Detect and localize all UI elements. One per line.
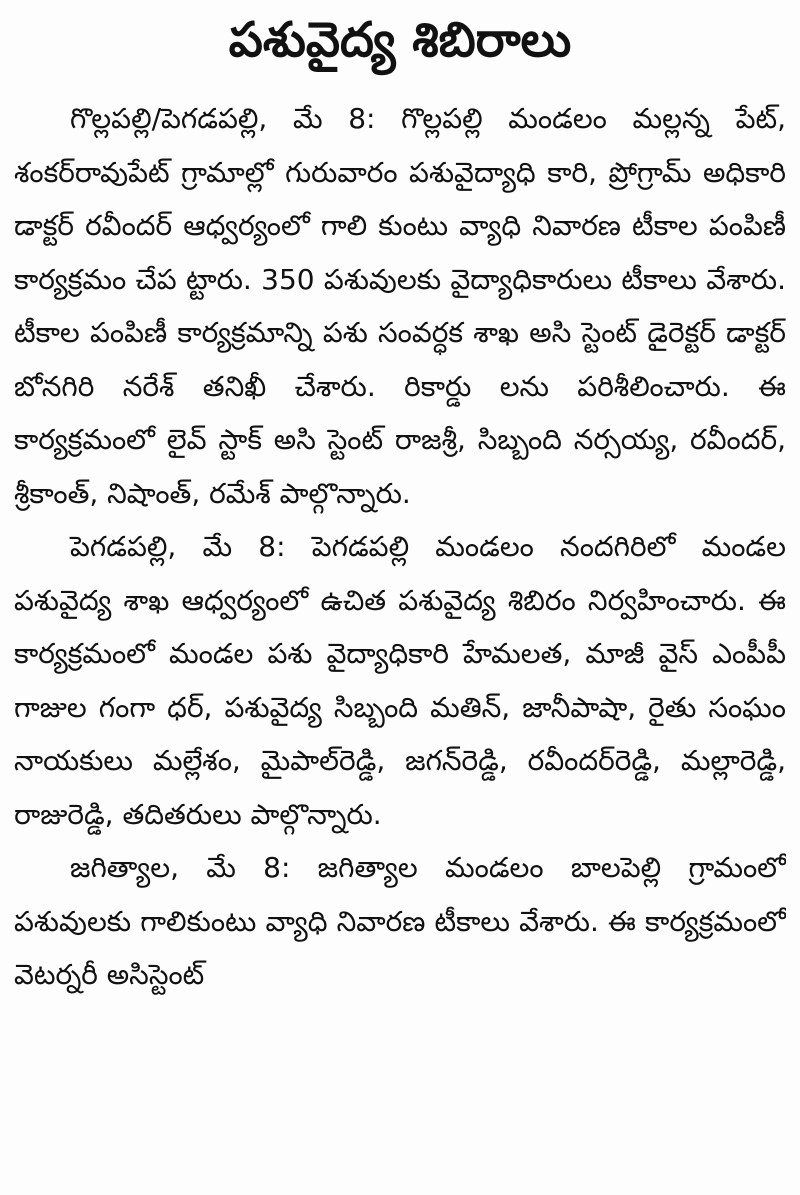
article-headline: పశువైద్య శిబిరాలు <box>228 12 572 68</box>
article-paragraph-jagityal: జగిత్యాల, మే 8: జగిత్యాల మండలం బాలపెల్లి గ్రామంలో పశువులకు గాలికుంటు వ్యాధి నివారణ టీకాలు వేశారు. ఈ కార్యక్రమంలో వెటర్నరీ అసిస్టెంట్ <box>14 851 786 991</box>
article-paragraph-gollapalli: గొల్లపల్లి/పెగడపల్లి, మే 8: గొల్లపల్లి మండలం మల్లన్న పేట్, శంకర్‌రావుపేట్ గ్రామాల్లో గురువారం పశువైద్యాధి కారి, ప్రోగ్రామ్ అధికారి డాక్టర్ రవీందర్ ఆధ్వర్యంలో గాలి కుంటు వ్యాధి నివారణ టీకాల పంపిణీ కార్యక్రమం చేప ట్టారు. 350 పశువులకు వైద్యాధికారులు టీకాలు వేశారు. టీకాల పంపిణీ కార్యక్రమాన్ని పశు సంవర్ధక శాఖ అసి స్టెంట్ డైరెక్టర్ డాక్టర్ బోనగిరి నరేశ్ తనిఖీ చేశారు. రికార్డు లను పరిశీలించారు. ఈ కార్యక్రమంలో లైవ్ స్టాక్ అసి స్టెంట్ రాజశ్రీ, సిబ్బంది నర్సయ్య, రవీందర్, శ్రీకాంత్, నిషాంత్, రమేశ్ పాల్గొన్నారు. <box>14 102 786 510</box>
article-body <box>14 92 786 1195</box>
article-paragraph-pegadapalli: పెగడపల్లి, మే 8: పెగడపల్లి మండలం నందగిరిలో మండల పశువైద్య శాఖ ఆధ్వర్యంలో ఉచిత పశువైద్య శిబిరం నిర్వహించారు. ఈ కార్యక్రమంలో మండల పశు వైద్యాధికారి హేమలత, మాజీ వైస్ ఎంపీపీ గాజుల గంగా ధర్, పశువైద్య సిబ్బంది మతిన్, జానీపాషా, రైతు సంఘం నాయకులు మల్లేశం, మైపాల్‌రెడ్డి, జగన్‌రెడ్డి, రవీందర్‌రెడ్డి, మల్లారెడ్డి, రాజురెడ్డి, తదితరులు పాల్గొన్నారు. <box>14 530 786 831</box>
